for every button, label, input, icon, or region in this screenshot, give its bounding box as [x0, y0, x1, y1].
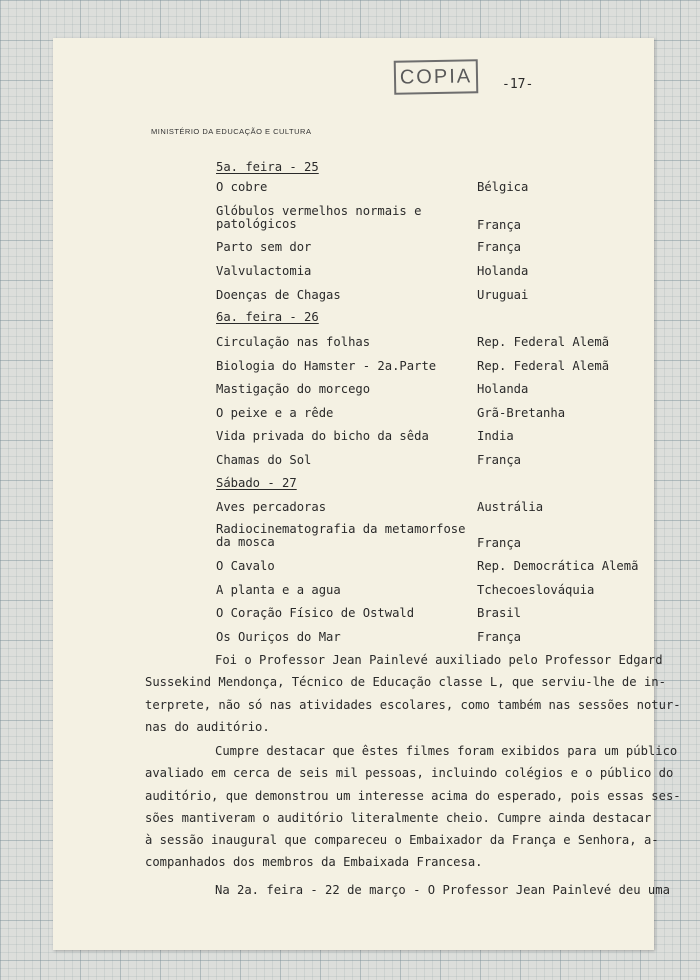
section-heading: 5a. feira - 25: [216, 160, 319, 174]
paragraph-line: auditório, que demonstrou um interesse acima do esperado, pois essas ses-: [145, 788, 681, 803]
film-country: India: [477, 429, 514, 443]
film-title: Doenças de Chagas: [216, 288, 341, 302]
film-title: A planta e a agua: [216, 583, 341, 597]
film-title: Glóbulos vermelhos normais e patológicos: [216, 204, 422, 231]
film-country: Brasil: [477, 606, 522, 620]
paragraph-line: Foi o Professor Jean Painlevé auxiliado pelo Professor Edgard: [215, 653, 663, 667]
film-country: Grã-Bretanha: [477, 406, 566, 420]
body-paragraph: [145, 740, 681, 874]
film-title: Aves percadoras: [216, 500, 327, 514]
paragraph-line: à sessão inaugural que compareceu o Embaixador da França e Senhora, a-: [145, 833, 659, 848]
film-country: Rep. Democrática Alemã: [477, 559, 639, 573]
film-title: O peixe e a rêde: [216, 406, 334, 420]
film-title: Radiocinematografia da metamorfose da mosca: [216, 522, 466, 549]
film-title: O Coração Físico de Ostwald: [216, 606, 415, 620]
section-heading: Sábado - 27: [216, 476, 297, 490]
film-country: Austrália: [477, 500, 544, 514]
film-title: O Cavalo: [216, 559, 275, 573]
paragraph-line: companhados dos membros da Embaixada Francesa.: [145, 855, 483, 870]
film-country: Tchecoeslováquia: [477, 583, 595, 597]
body-paragraph: [145, 879, 670, 901]
paragraph-line: terprete, não só nas atividades escolares, como também nas sessões notur-: [145, 697, 681, 712]
film-country: Holanda: [477, 264, 529, 278]
paragraph-line: nas do auditório.: [145, 719, 270, 734]
film-title: Mastigação do morcego: [216, 382, 371, 396]
paragraph-line: avaliado em cerca de seis mil pessoas, incluindo colégios e o público do: [145, 766, 674, 781]
film-title: O cobre: [216, 180, 268, 194]
film-title: Chamas do Sol: [216, 453, 312, 467]
film-country: França: [477, 240, 522, 254]
film-title: Circulação nas folhas: [216, 335, 371, 349]
film-title: Biologia do Hamster - 2a.Parte: [216, 359, 437, 373]
paragraph-line: Na 2a. feira - 22 de março - O Professor Jean Painlevé deu uma: [215, 883, 670, 897]
film-country: França: [477, 536, 522, 550]
paragraph-line: Cumpre destacar que êstes filmes foram exibidos para um público: [215, 744, 678, 758]
film-title: Parto sem dor: [216, 240, 312, 254]
film-title: Valvulactomia: [216, 264, 312, 278]
copia-stamp: COPIA: [394, 59, 479, 94]
paragraph-line: Sussekind Mendonça, Técnico de Educação classe L, que serviu-lhe de in-: [145, 675, 666, 690]
film-country: Rep. Federal Alemã: [477, 359, 610, 373]
film-title: Vida privada do bicho da sêda: [216, 429, 429, 443]
document-page: [53, 38, 681, 950]
paragraph-line: sões mantiveram o auditório literalmente cheio. Cumpre ainda destacar: [145, 810, 652, 825]
page-number: -17-: [502, 77, 534, 92]
body-paragraph: [145, 649, 681, 738]
film-country: França: [477, 630, 522, 644]
film-country: Uruguai: [477, 288, 529, 302]
film-country: França: [477, 453, 522, 467]
ministry-header: MINISTÉRIO DA EDUCAÇÃO E CULTURA: [151, 127, 312, 136]
film-country: Bélgica: [477, 180, 529, 194]
film-country: Holanda: [477, 382, 529, 396]
film-country: Rep. Federal Alemã: [477, 335, 610, 349]
section-heading: 6a. feira - 26: [216, 310, 319, 324]
film-title: Os Ouriços do Mar: [216, 630, 341, 644]
film-country: França: [477, 218, 522, 232]
